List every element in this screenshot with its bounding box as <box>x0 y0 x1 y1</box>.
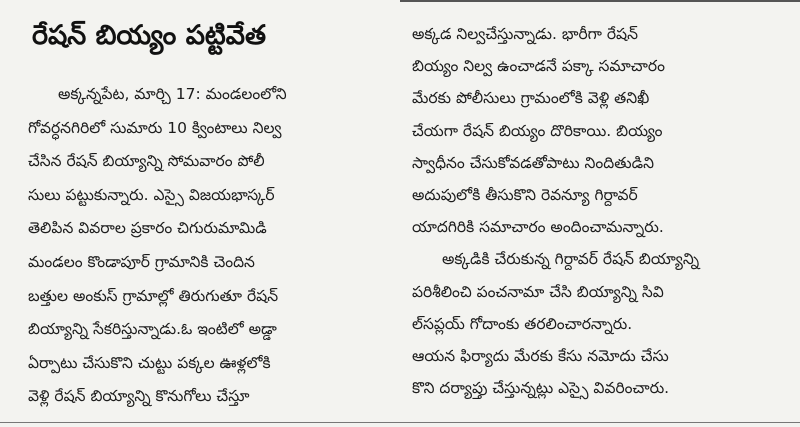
body-line: గోవర్ధనగిరిలో సుమారు 10 క్వింటాలు నిల్వ <box>28 118 282 137</box>
body-line: పరిశీలించి పంచనామా చేసి బియ్యాన్ని సివి <box>412 282 664 301</box>
body-line: స్వాధీనం చేసుకోవడతోపాటు నిందితుడిని <box>412 153 654 172</box>
left-column <box>28 78 400 414</box>
body-line: అదుపులోకి తీసుకొని రెవన్యూ గిర్దావర్ <box>412 185 638 204</box>
body-line: సులు పట్టుకున్నారు. ఎస్సై విజయభాస్కర్ <box>28 185 275 204</box>
body-line: బియ్యాన్ని సేకరిస్తున్నాడు.ఓ ఇంటిలో అడ్డా <box>28 320 277 339</box>
body-line: అక్కన్నపేట, మార్చి 17: మండలంలోని <box>58 85 287 103</box>
body-line: ల్‌సప్లయ్ గోదాంకు తరలించారన్నారు. <box>412 314 633 333</box>
body-line: మేరకు పోలీసులు గ్రామంలోకి వెళ్లి తనిఖీ <box>412 89 650 108</box>
right-column <box>412 18 790 404</box>
body-line: తెలిపిన వివరాల ప్రకారం చిగురుమామిడి <box>28 219 267 238</box>
body-line: వెళ్లి రేషన్ బియ్యాన్ని కొనుగోలు చేస్తూ <box>28 387 250 406</box>
body-line: బత్తుల అంకుస్ గ్రామాల్లో తిరుగుతూ రేషన్ <box>28 286 279 305</box>
article-headline: రేషన్ బియ్యం పట్టివేత <box>32 20 266 51</box>
body-line: యాదగిరికి సమాచారం అందించామన్నారు. <box>412 218 664 237</box>
body-line: బియ్యం నిల్వ ఉంచాడనే పక్కా సమాచారం <box>412 57 665 76</box>
body-line: చేయగా రేషన్ బియ్యం దొరికాయి. బియ్యం <box>412 121 663 140</box>
body-line: కొని దర్యాప్తు చేస్తున్నట్లు ఎస్సై వివరించారు. <box>412 379 670 398</box>
body-line: ఆయన ఫిర్యాదు మేరకు కేసు నమోదు చేసు <box>412 346 669 365</box>
body-line: మండలం కొండాపూర్ గ్రామానికి చెందిన <box>28 252 255 271</box>
top-rule <box>400 0 800 2</box>
body-line: చేసిన రేషన్ బియ్యాన్ని సోమవారం పోలీ <box>28 152 265 171</box>
body-line: అక్కడికి చేరుకున్న గిర్దావర్ రేషన్ బియ్యాన్ని <box>442 250 700 269</box>
body-line: ఏర్పాటు చేసుకొని చుట్టు పక్కల ఊళ్లలోకి <box>28 353 271 372</box>
bottom-rule <box>0 422 800 423</box>
body-line: అక్కడ నిల్వచేస్తున్నాడు. భారీగా రేషన్ <box>412 25 638 43</box>
